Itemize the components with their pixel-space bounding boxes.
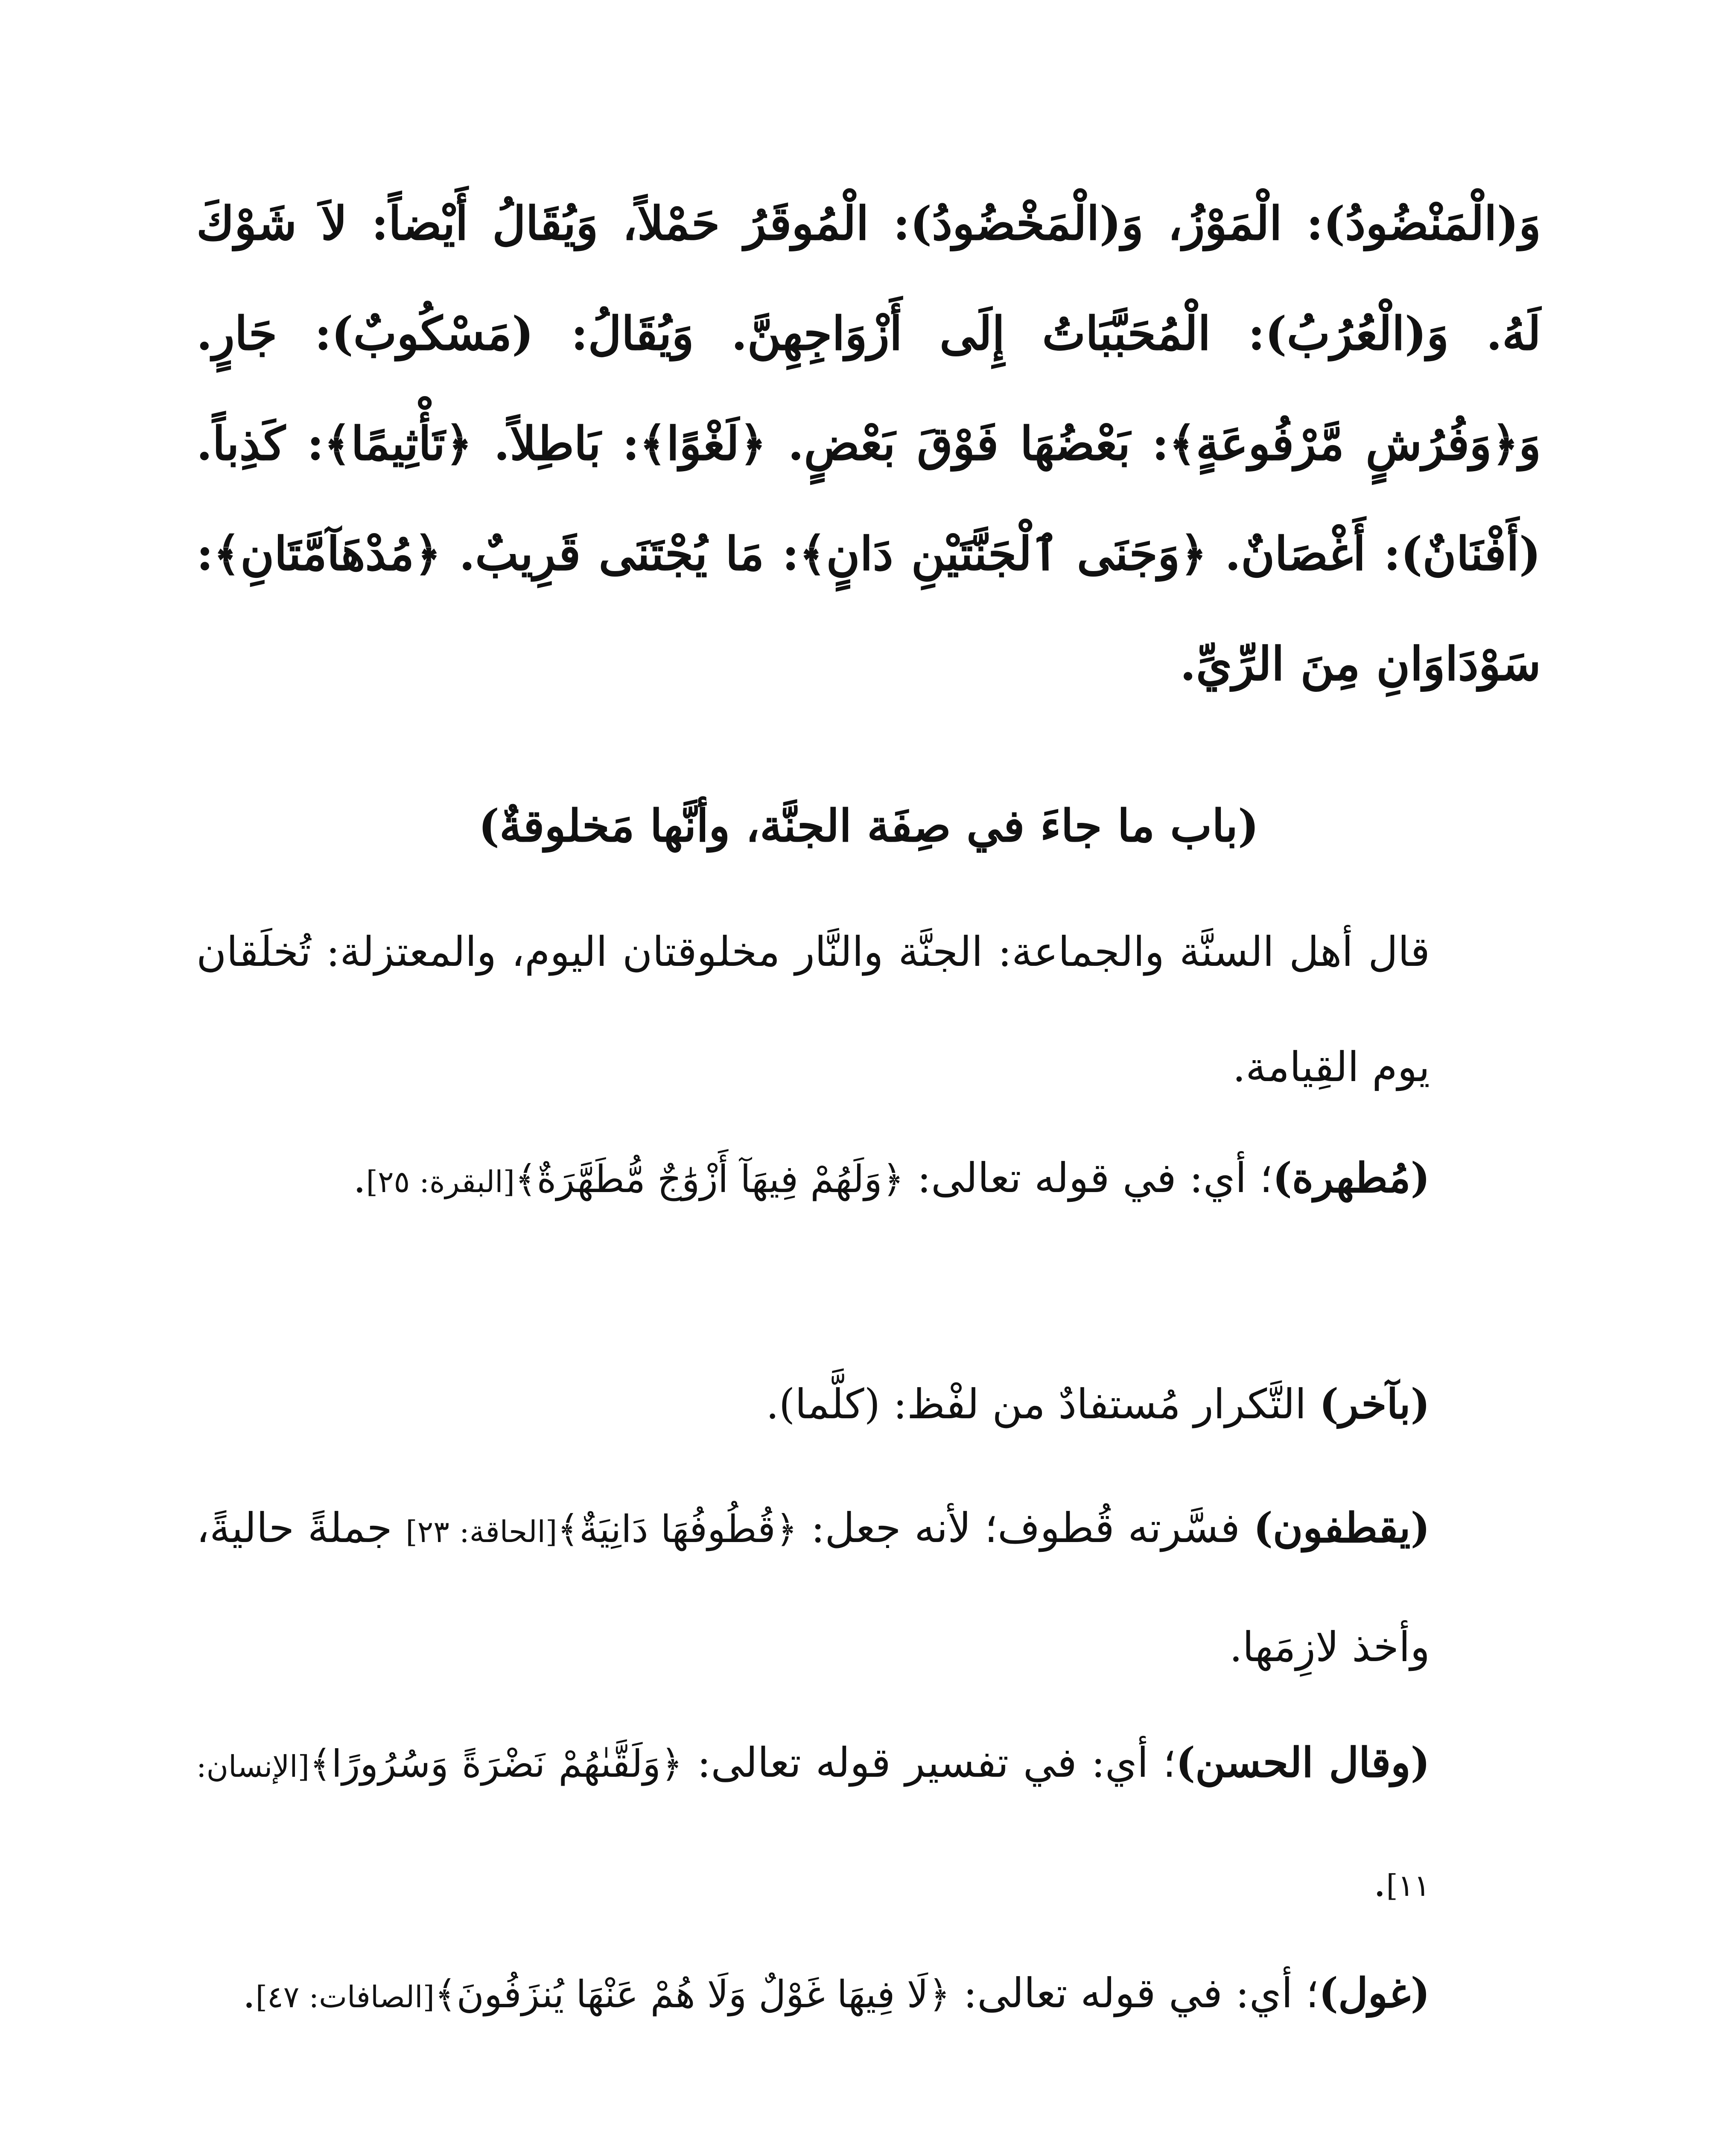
entry-lead: فسَّرته قُطوف؛ لأنه جعل: xyxy=(797,1504,1254,1552)
entry-term: (غول) xyxy=(1319,1969,1430,2017)
entry-al-hasan xyxy=(196,1705,1541,1943)
intro-paragraph: قال أهل السنَّة والجماعة: الجنَّة والنَّار مخلوقتان اليوم، والمعتزلة: تُخلَقان يوم القِيامة. xyxy=(196,928,1430,1091)
entry-tail: . xyxy=(353,1154,366,1202)
section-heading: (باب ما جاءَ في صِفَة الجنَّة، وأنَّها مَخلوقةٌ) xyxy=(478,799,1259,852)
quran-verse: ﴿وَلَقَّىٰهُمْ نَضْرَةً وَسُرُورًا﴾ xyxy=(309,1742,683,1786)
quran-verse: ﴿لَا فِيهَا غَوْلٌ وَلَا هُمْ عَنْهَا يُنزَفُونَ﴾ xyxy=(434,1972,951,2016)
verse-reference: [الصافات: ٤٧] xyxy=(255,1979,435,2014)
opening-paragraph: وَ(الْمَنْضُودُ): الْمَوْزُ، وَ(الْمَخْضُودُ): الْمُوقَرُ حَمْلاً، وَيُقَالُ أَيْضاً: لاَ شَوْكَ لَهُ. وَ(الْعُرُبُ): الْمُحَبَّبَاتُ إِلَى أَزْوَاجِهِنَّ. وَيُقَالُ: (مَسْكُوبٌ): جَارٍ. وَ﴿وَفُرُشٍ مَّرْفُوعَةٍ﴾: بَعْضُهَا فَوْقَ بَعْضٍ. ﴿لَغْوًا﴾: بَاطِلاً. ﴿تَأْثِيمًا﴾: كَذِباً. (أَفْنَانٌ): أَغْصَانٌ. ﴿وَجَنَى ٱلْجَنَّتَيْنِ دَانٍ﴾: مَا يُجْتَنَى قَرِيبٌ. ﴿مُدْهَآمَّتَانِ﴾: سَوْدَاوَانِ مِنَ الرِّيِّ. xyxy=(196,197,1541,691)
entry-term: (يقطفون) xyxy=(1253,1504,1430,1552)
quran-verse: ﴿قُطُوفُهَا دَانِيَةٌ﴾ xyxy=(557,1507,798,1551)
entry-ghawl xyxy=(196,1936,1541,2055)
entry-tail: جملةً حاليةً، وأخذ لازِمَها. xyxy=(196,1504,1430,1671)
entry-term: (مُطهرة) xyxy=(1272,1154,1430,1202)
verse-reference: [الإنسان: ١١] xyxy=(196,1749,1430,1903)
entry-biakhar xyxy=(196,1347,1541,1462)
document-page xyxy=(196,169,1541,2134)
entry-tail: . xyxy=(1373,1858,1386,1906)
entry-yaqtifun xyxy=(196,1470,1541,1705)
entry-term: (وقال الحسن) xyxy=(1176,1738,1430,1787)
entry-mutahhara xyxy=(196,1120,1541,1239)
verse-reference: [الحاقة: ٢٣] xyxy=(406,1514,557,1549)
quran-verse: ﴿وَلَهُمْ فِيهَآ أَزْوَٰجٌ مُّطَهَّرَةٌ﴾ xyxy=(514,1157,904,1201)
entry-lead: ؛ أي: في قوله تعالى: xyxy=(904,1154,1273,1202)
entry-lead: ؛ أي: في قوله تعالى: xyxy=(950,1969,1319,2017)
entry-term: (بآخر) xyxy=(1319,1380,1430,1428)
entry-lead: التَّكرار مُستفادٌ من لفْظ: (كلَّما). xyxy=(766,1380,1319,1428)
verse-reference: [البقرة: ٢٥] xyxy=(366,1164,515,1199)
entry-lead: ؛ أي: في تفسير قوله تعالى: xyxy=(683,1739,1176,1787)
entry-tail: . xyxy=(242,1969,256,2017)
